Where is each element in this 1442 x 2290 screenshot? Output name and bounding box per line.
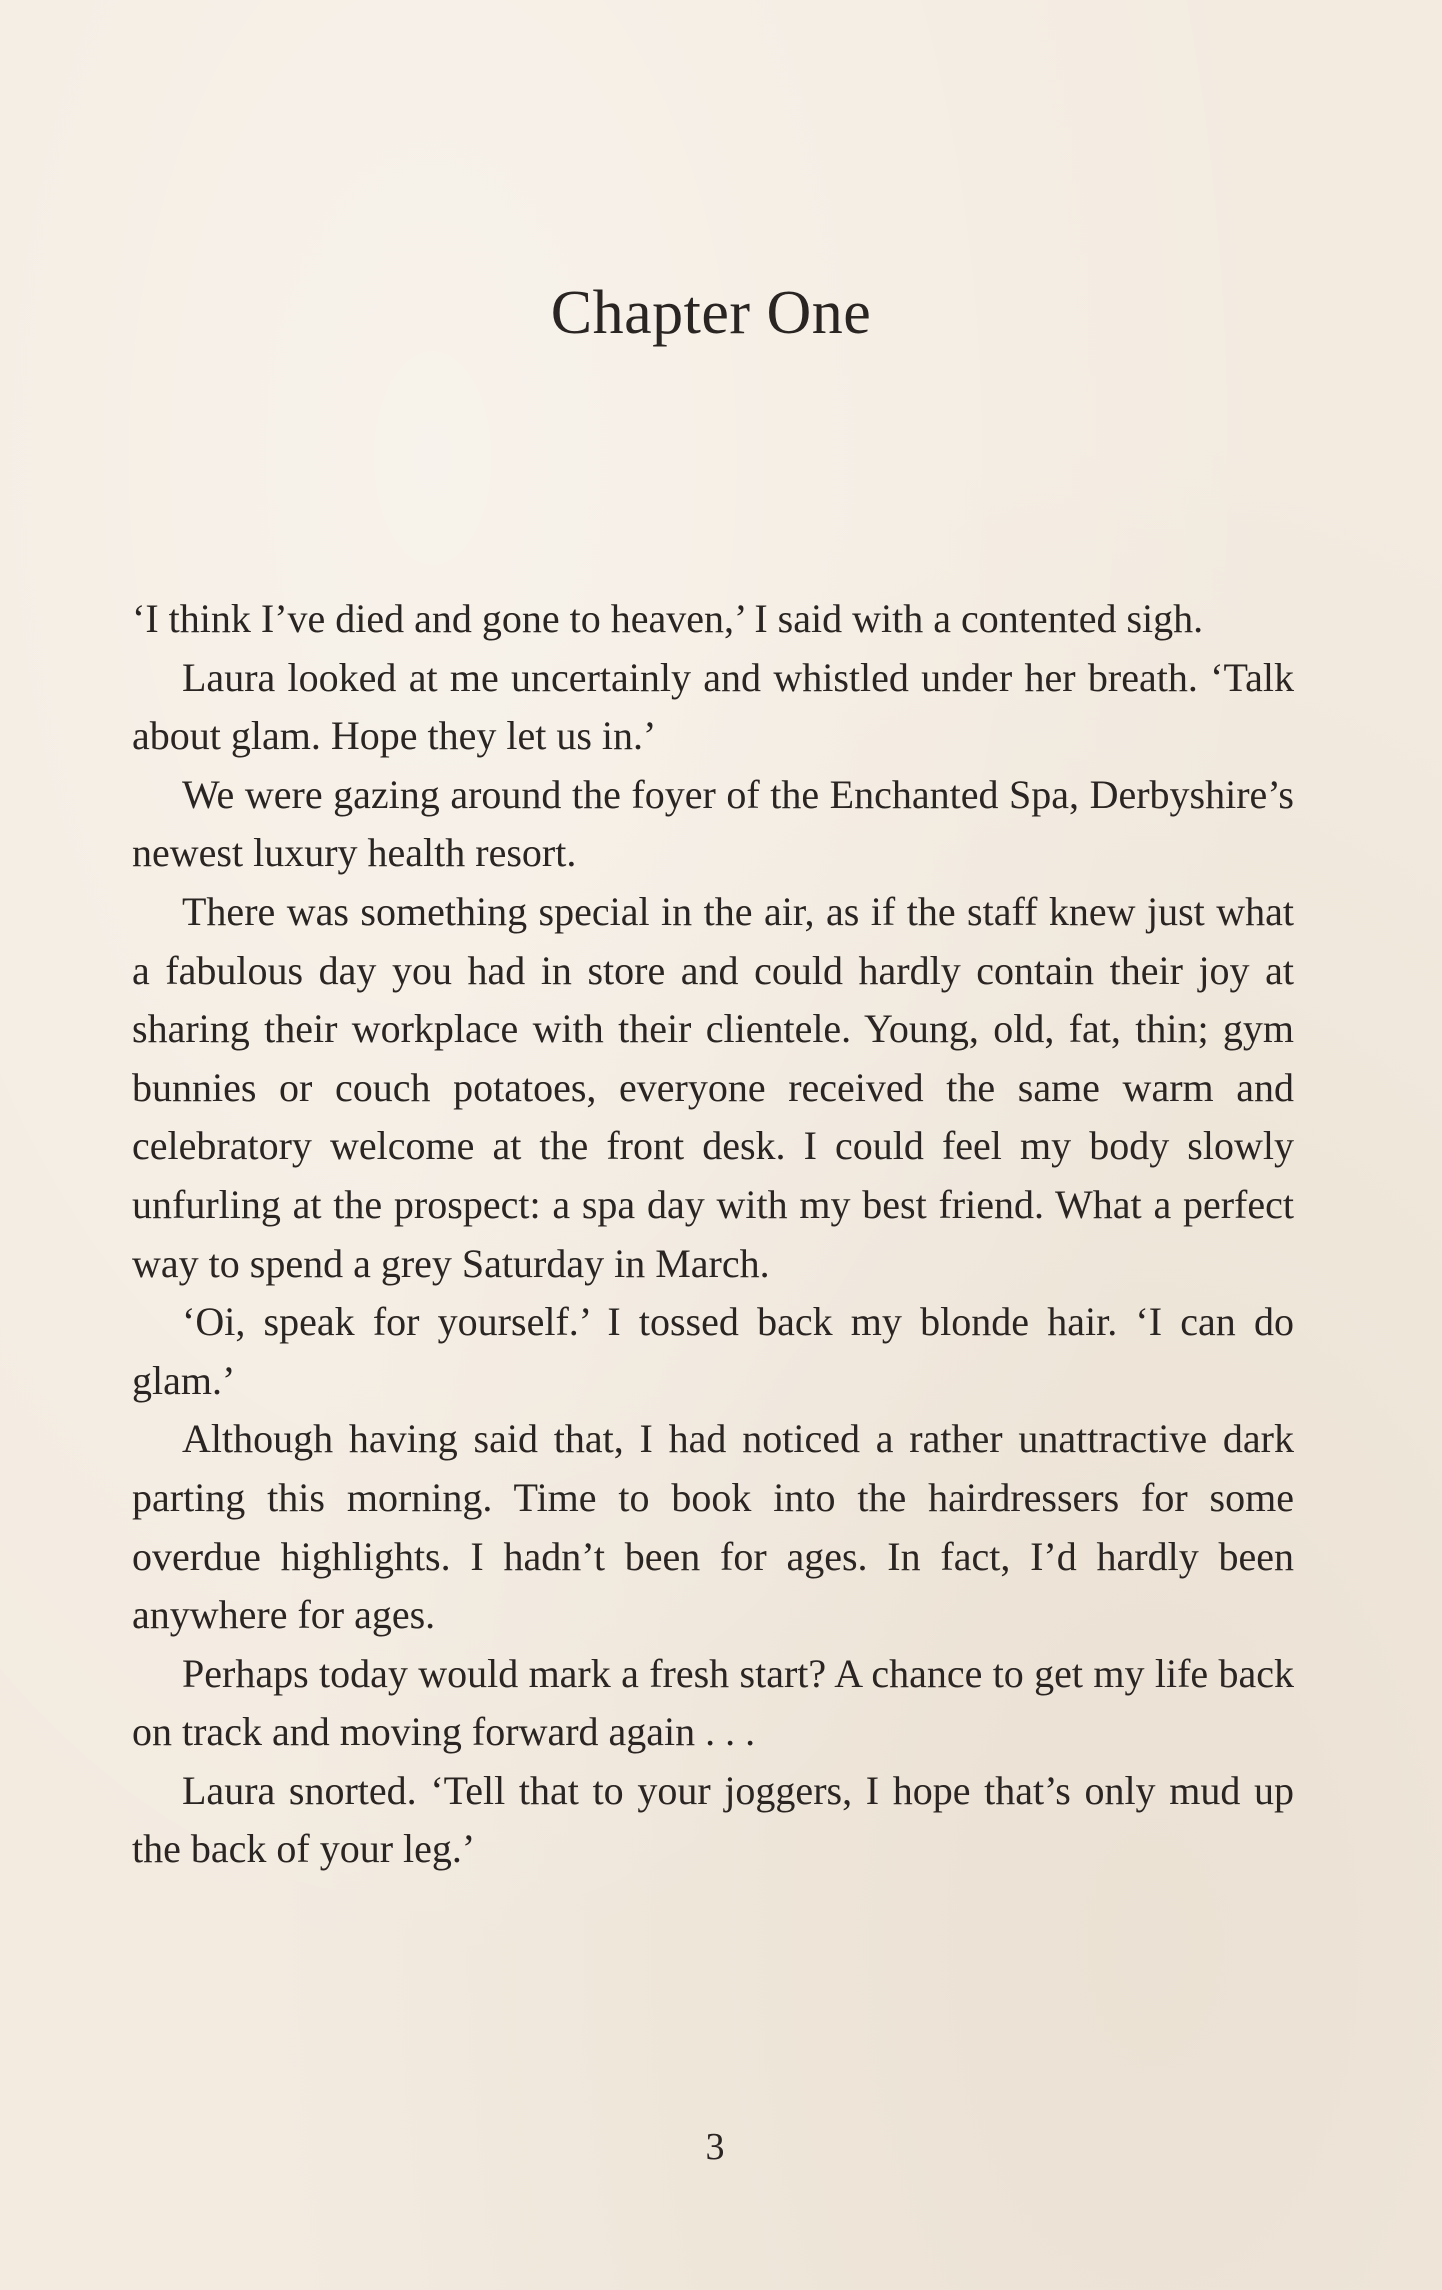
paragraph-6: Although having said that, I had noticed a rather unattractive dark parting this morning. Time to book into the hairdressers for some overdue highlights. I hadn’t been for ages. In fact, I’d hardly been anywhere for ages. xyxy=(132,1416,1294,1638)
page-number: 3 xyxy=(705,2126,725,2168)
chapter-title: Chapter One xyxy=(550,279,872,347)
paragraph-5: ‘Oi, speak for yourself.’ I tossed back my blonde hair. ‘I can do glam.’ xyxy=(132,1299,1294,1403)
paragraph-8: Laura snorted. ‘Tell that to your joggers, I hope that’s only mud up the back of your leg.’ xyxy=(132,1767,1294,1872)
paragraph-1: ‘I think I’ve died and gone to heaven,’ I said with a contented sigh. xyxy=(132,596,1204,641)
paragraph-4: There was something special in the air, as if the staff knew just what a fabulous day you had in store and could hardly contain their joy at sharing their workplace with their clientele. Young, old, fat, thin; gym bunnies or couch potatoes, everyone received the same warm and celebratory welcome at the front desk. I could feel my body slowly unfurling at the prospect: a spa day with my best friend. What a perfect way to spend a grey Saturday in March. xyxy=(132,888,1294,1286)
paragraph-2: Laura looked at me uncertainly and whistled under her breath. ‘Talk about glam. Hope they let us in.’ xyxy=(132,654,1294,759)
paragraph-3: We were gazing around the foyer of the Enchanted Spa, Derbyshire’s newest luxury health resort. xyxy=(132,771,1294,876)
chapter-body xyxy=(132,590,1294,1879)
paragraph-7: Perhaps today would mark a fresh start? A chance to get my life back on track and moving forward again . . . xyxy=(132,1650,1294,1755)
